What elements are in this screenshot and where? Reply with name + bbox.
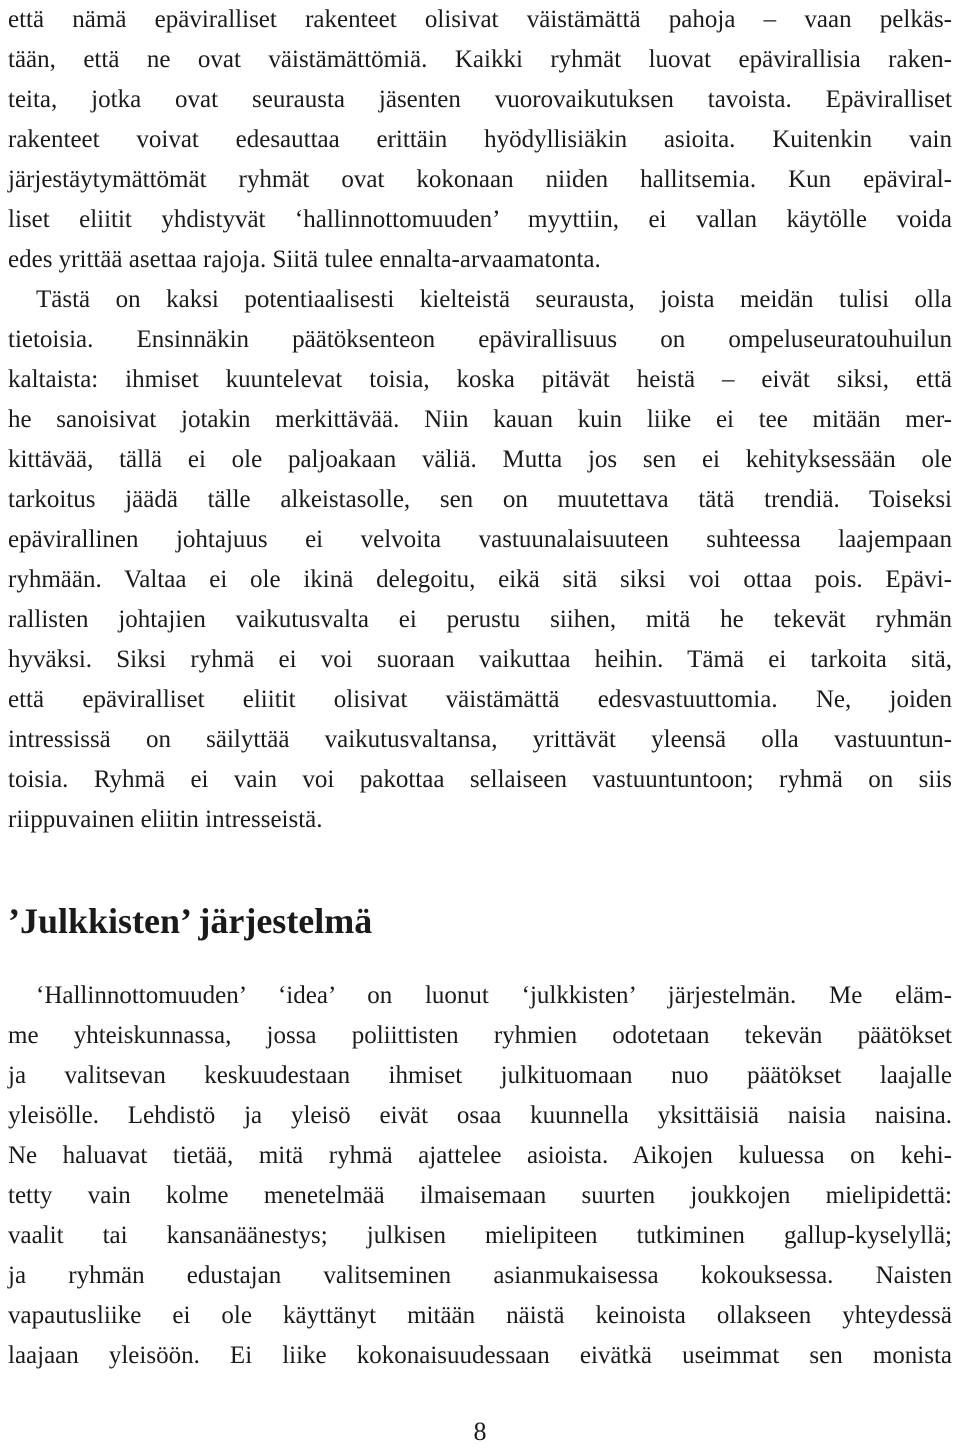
text-line: laajaan yleisöön. Ei liike kokonaisuudessaan eivätkä useimmat sen monista <box>8 1342 952 1369</box>
text-line: tietoisia. Ensinnäkin päätöksenteon epävirallisuus on ompeluseuratouhuilun <box>8 326 952 353</box>
text-line: tarkoitus jäädä tälle alkeistasolle, sen on muutettava tätä trendiä. Toiseksi <box>8 486 952 513</box>
text-line: tetty vain kolme menetelmää ilmaisemaan suurten joukkojen mielipidettä: <box>8 1182 952 1209</box>
text-line: me yhteiskunnassa, jossa poliittisten ryhmien odotetaan tekevän päätökset <box>8 1022 952 1049</box>
text-line: he sanoisivat jotakin merkittävää. Niin kauan kuin liike ei tee mitään mer- <box>8 406 952 433</box>
text-line: Ne haluavat tietää, mitä ryhmä ajattelee asioista. Aikojen kuluessa on kehi- <box>8 1142 952 1169</box>
text-line: kittävää, tällä ei ole paljoakaan väliä. Mutta jos sen ei kehityksessään ole <box>8 446 952 473</box>
page-number: 8 <box>473 1417 487 1446</box>
text-line: epävirallinen johtajuus ei velvoita vastuunalaisuuteen suhteessa laajempaan <box>8 526 952 553</box>
text-line: yleisölle. Lehdistö ja yleisö eivät osaa kuunnella yksittäisiä naisia naisina. <box>8 1102 952 1129</box>
text-line: hyväksi. Siksi ryhmä ei voi suoraan vaikuttaa heihin. Tämä ei tarkoita sitä, <box>8 646 952 673</box>
text-line: vaalit tai kansanäänestys; julkisen mielipiteen tutkiminen gallup-kyselyllä; <box>8 1222 952 1249</box>
text-line: vapautusliike ei ole käyttänyt mitään näistä keinoista ollakseen yhteydessä <box>8 1302 952 1329</box>
text-line: rallisten johtajien vaikutusvalta ei perustu siihen, mitä he tekevät ryhmän <box>8 606 952 633</box>
text-line: ja ryhmän edustajan valitseminen asianmukaisessa kokouksessa. Naisten <box>8 1262 952 1289</box>
text-line: liset eliitit yhdistyvät ‘hallinnottomuuden’ myyttiin, ei vallan käytölle voida <box>8 206 952 233</box>
text-line: intressissä on säilyttää vaikutusvaltansa, yrittävät yleensä olla vastuuntun- <box>8 726 952 753</box>
text-line: että nämä epäviralliset rakenteet olisivat väistämättä pahoja – vaan pelkäs- <box>8 6 952 33</box>
text-line: riippuvainen eliitin intresseistä. <box>8 806 323 833</box>
text-line: teita, jotka ovat seurausta jäsenten vuorovaikutuksen tavoista. Epäviralliset <box>8 86 952 113</box>
text-line: että epäviralliset eliitit olisivat väistämättä edesvastuuttomia. Ne, joiden <box>8 686 952 713</box>
text-line: ja valitsevan keskuudestaan ihmiset julkituomaan nuo päätökset laajalle <box>8 1062 952 1089</box>
text-line: kaltaista: ihmiset kuuntelevat toisia, koska pitävät heistä – eivät siksi, että <box>8 366 952 393</box>
text-line: tään, että ne ovat väistämättömiä. Kaikki ryhmät luovat epävirallisia raken- <box>8 46 952 73</box>
section-heading: ’Julkkisten’ järjestelmä <box>8 901 373 941</box>
text-line: ryhmään. Valtaa ei ole ikinä delegoitu, eikä sitä siksi voi ottaa pois. Epävi- <box>8 566 952 593</box>
text-line: rakenteet voivat edesauttaa erittäin hyödyllisiäkin asioita. Kuitenkin vain <box>8 126 952 153</box>
text-line: Tästä on kaksi potentiaalisesti kielteistä seurausta, joista meidän tulisi olla <box>36 286 952 313</box>
text-line: toisia. Ryhmä ei vain voi pakottaa sellaiseen vastuuntuntoon; ryhmä on siis <box>8 766 952 793</box>
text-line: ‘Hallinnottomuuden’ ‘idea’ on luonut ‘julkkisten’ järjestelmän. Me eläm- <box>36 982 952 1009</box>
text-line: edes yrittää asettaa rajoja. Siitä tulee ennalta-arvaamatonta. <box>8 246 601 273</box>
text-line: järjestäytymättömät ryhmät ovat kokonaan niiden hallitsemia. Kun epäviral- <box>8 166 952 193</box>
